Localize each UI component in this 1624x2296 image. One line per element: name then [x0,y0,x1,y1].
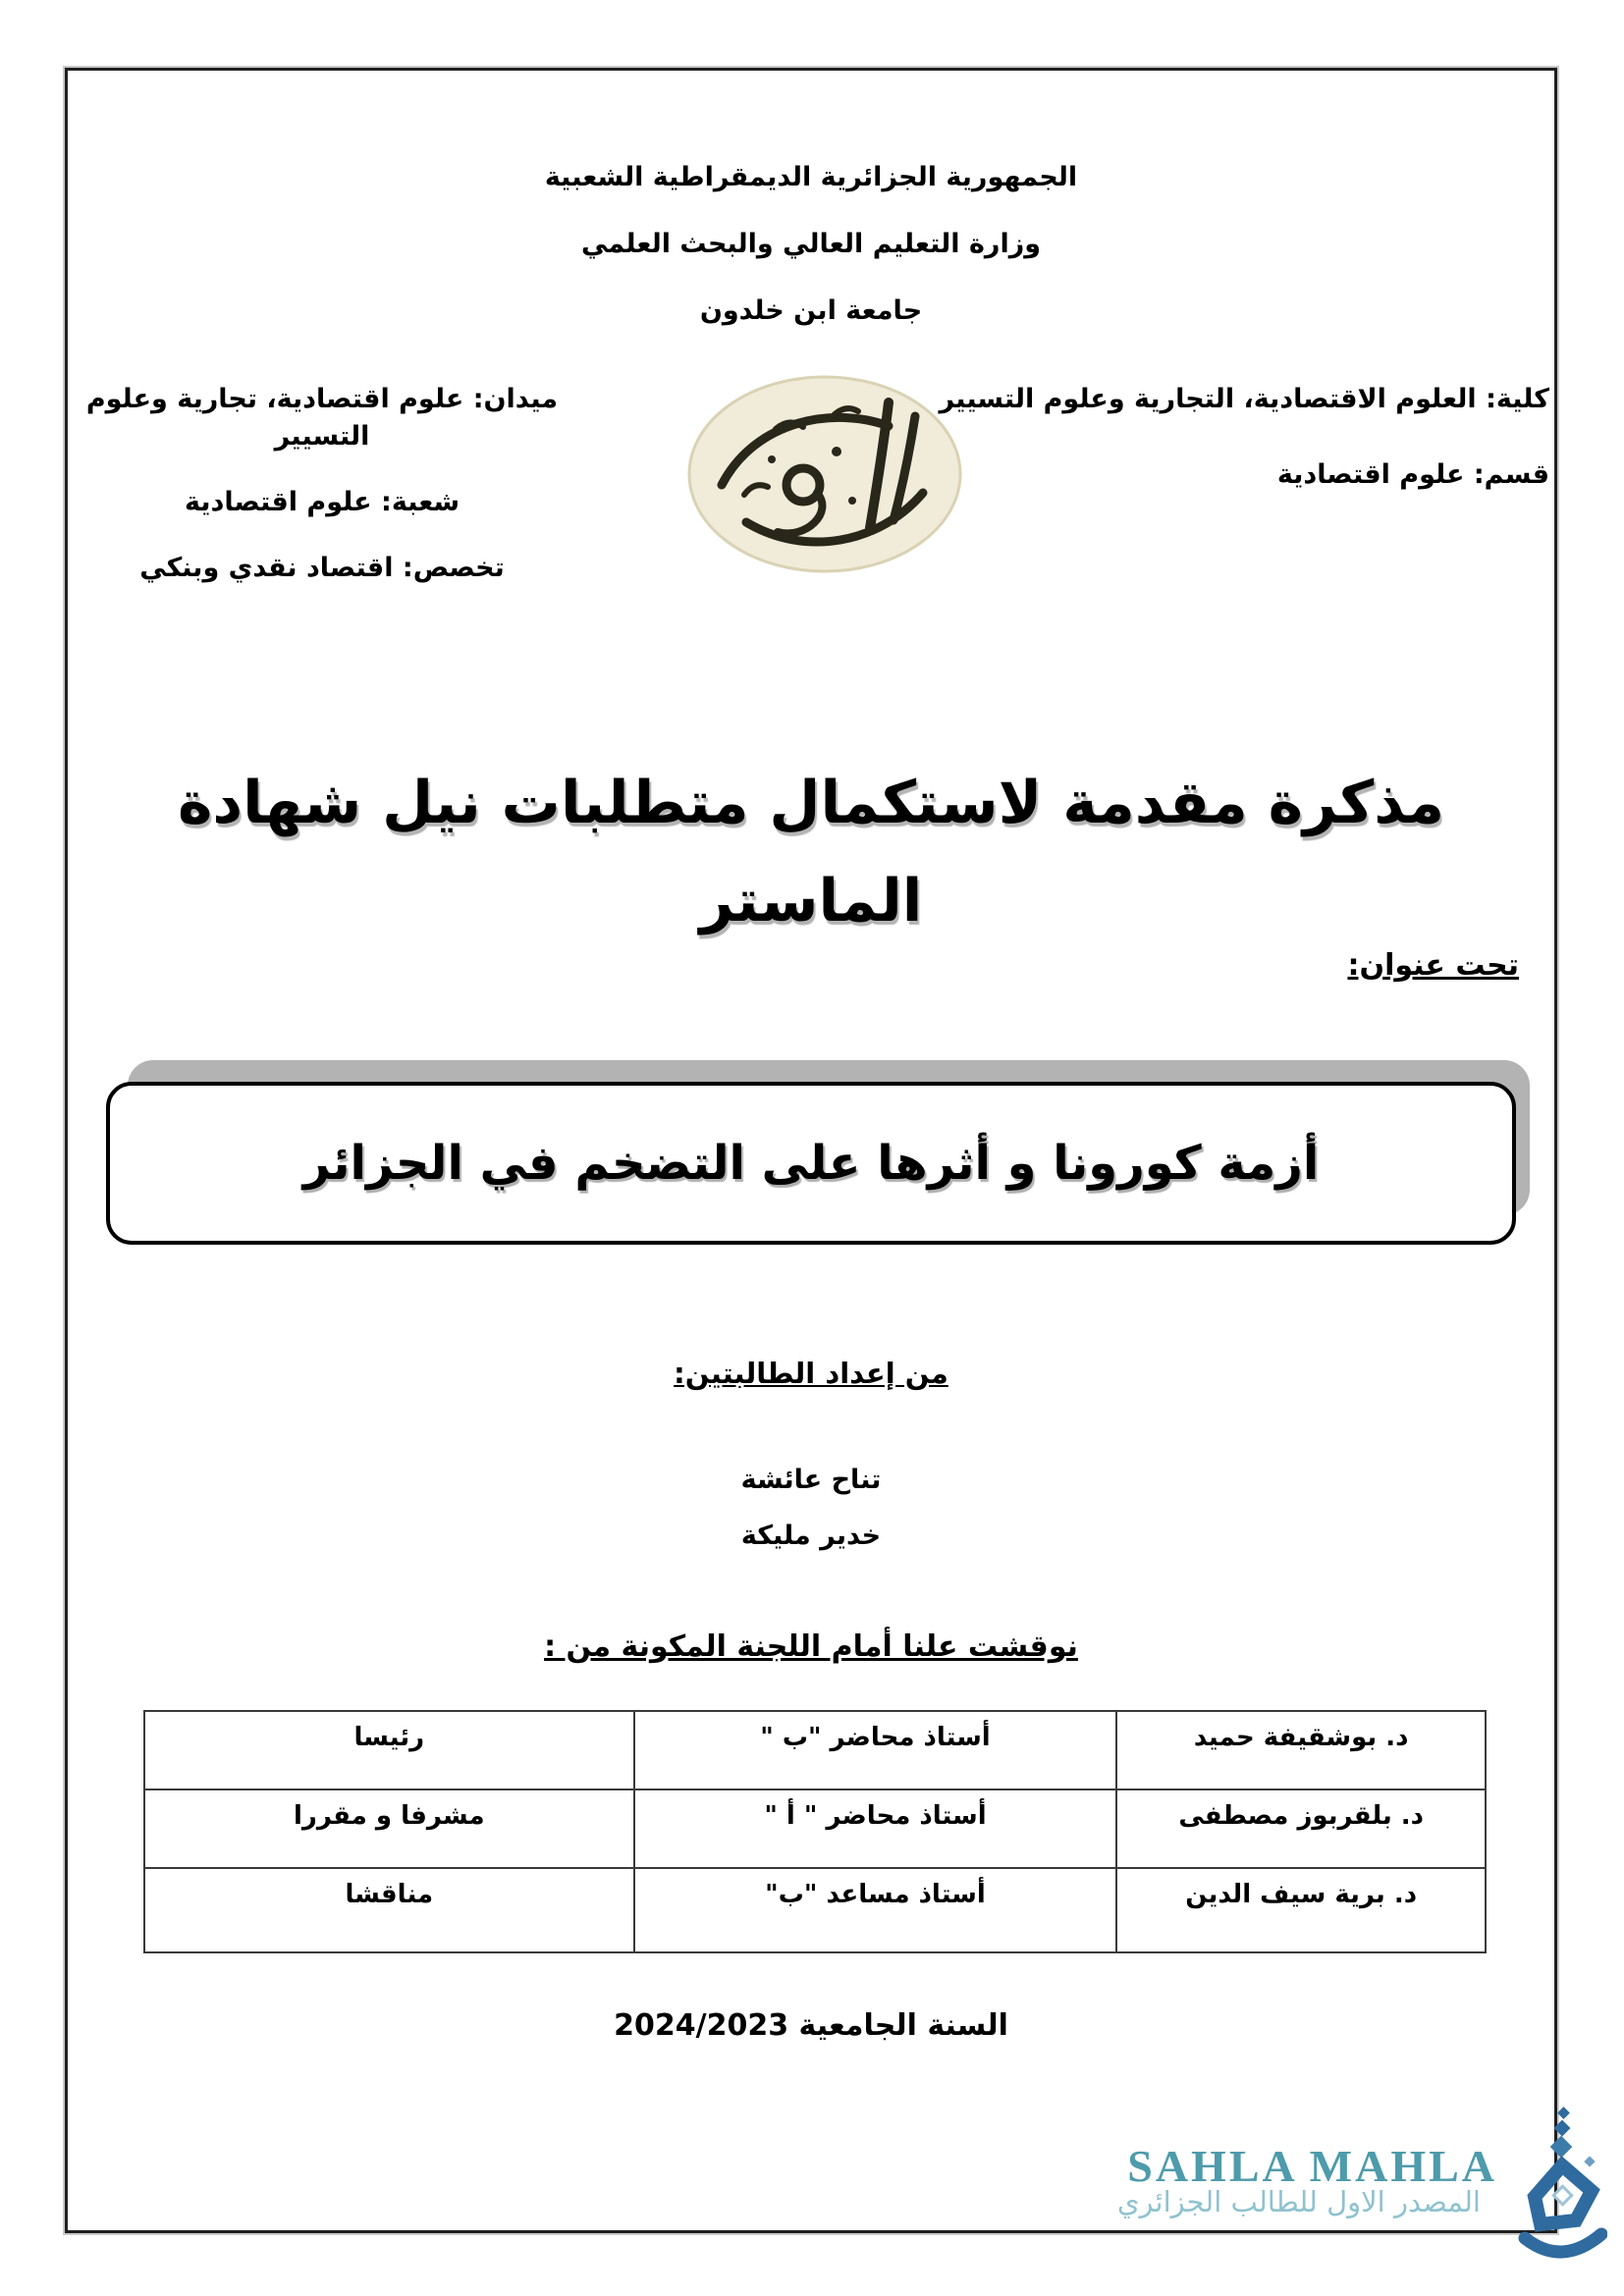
committee-label: نوقشت علنا أمام اللجنة المكونة من : [544,1629,1078,1664]
thesis-title-box [106,1082,1516,1245]
student-names [66,1461,1556,1573]
ministry-line: وزارة التعليم العالي والبحث العلمي [580,229,1042,259]
committee-member-name: د. بوشقيفة حميد [1116,1711,1486,1789]
committee-member-grade: أستاذ محاضر "ب " [634,1711,1117,1789]
branch-line: شعبة: علوم اقتصادية [184,487,460,517]
faculty-department-block [940,381,1549,532]
thesis-title: أزمة كورونا و أثرها على التضخم في الجزائر [302,1136,1320,1191]
committee-member-grade: أستاذ مساعد "ب" [634,1868,1117,1952]
degree-statement: مذكرة مقدمة لاستكمال متطلبات نيل شهادة الماستر [177,769,1445,935]
committee-member-grade: أستاذ محاضر " أ " [634,1789,1117,1868]
document-header [66,159,1556,359]
department-line: قسم: علوم اقتصادية [1276,459,1549,490]
academic-year: السنة الجامعية 2024/2023 [614,2008,1008,2043]
prepared-by-label: من إعداد الطالبتين: [674,1357,948,1390]
committee-member-role: مناقشا [144,1868,634,1952]
student-name-1: تناح عائشة [740,1465,882,1495]
table-row [144,1868,1486,1952]
field-line: ميدان: علوم اقتصادية، تجارية وعلوم التسيير [85,384,559,452]
sahla-mahla-brand-text: SAHLA MAHLA [1127,2141,1497,2191]
table-row [144,1711,1486,1789]
sahla-mahla-tagline: المصدر الاول للطالب الجزائري [1116,2185,1481,2218]
student-name-2: خدير مليكة [740,1521,882,1551]
committee-member-name: د. برية سيف الدين [1116,1868,1486,1952]
committee-member-name: د. بلقربوز مصطفى [1116,1789,1486,1868]
field-branch-specialty-block [77,381,568,615]
university-line: جامعة ابن خلدون [699,295,923,326]
sahla-mahla-calligraphy-icon [1517,2107,1607,2268]
specialty-line: تخصص: اقتصاد نقدي وبنكي [139,553,505,583]
under-title-label: تحت عنوان: [1347,948,1519,983]
committee-member-role: مشرفا و مقررا [144,1789,634,1868]
university-seal-icon [687,375,962,573]
republic-line: الجمهورية الجزائرية الديمقراطية الشعبية [544,162,1078,192]
committee-table [143,1710,1487,1953]
table-row [144,1789,1486,1868]
faculty-line: كلية: العلوم الاقتصادية، التجارية وعلوم التسيير [939,384,1549,414]
committee-member-role: رئيسا [144,1711,634,1789]
